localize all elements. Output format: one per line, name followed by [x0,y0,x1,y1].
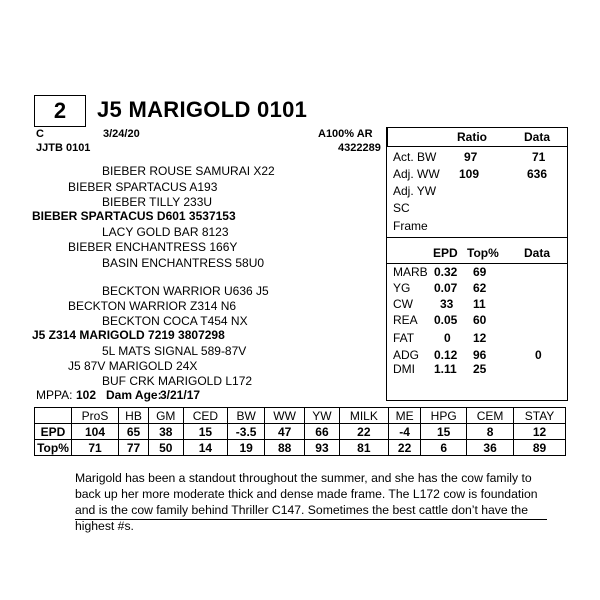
comment-underline [75,519,547,520]
epd-header: EPD [433,246,458,260]
dam-age-value: 3/21/17 [160,388,201,402]
table-cell: 81 [339,440,388,456]
table-row [35,440,566,456]
pedigree-dam-sire-sire: BECKTON WARRIOR U636 J5 [102,284,269,298]
epd-top: 11 [473,297,486,311]
epd-data-header: Data [524,246,551,260]
epd-top: 60 [473,313,487,327]
pedigree-sire-sire: BIEBER SPARTACUS A193 [68,180,218,194]
pedigree-sire: BIEBER SPARTACUS D601 3537153 [32,209,236,223]
epd-row [387,331,567,345]
epd-top: 25 [473,362,487,376]
row-label: EPD [35,424,72,440]
epd-label: REA [393,313,418,327]
epd-value: 0.05 [434,313,458,327]
table-header-cell: BW [228,408,265,424]
table-cell: 14 [183,440,228,456]
table-cell: 50 [148,440,183,456]
epd-row [387,281,567,295]
perf-row [387,150,567,167]
perf-row [387,219,567,236]
table-cell: 88 [265,440,305,456]
perf-label: Adj. YW [393,184,437,198]
animal-name: J5 MARIGOLD 0101 [97,97,308,122]
epd-row [387,297,567,311]
table-cell: 6 [421,440,467,456]
table-header-cell: ProS [72,408,119,424]
epd-table [34,407,566,456]
table-header-cell: CED [183,408,228,424]
table-cell: -3.5 [228,424,265,440]
top-header: Top% [467,246,499,260]
perf-ratio: 109 [459,167,480,181]
epd-value: 33 [440,297,454,311]
data-header: Data [524,130,551,144]
table-header-cell: GM [148,408,183,424]
pedigree-dam-dam: J5 87V MARIGOLD 24X [68,359,198,373]
ratio-header: Ratio [457,130,487,144]
table-cell: 104 [72,424,119,440]
table-cell: 36 [467,440,514,456]
table-cell: 65 [119,424,149,440]
perf-row [387,167,567,184]
table-cell: 22 [339,424,388,440]
table-header-cell: HPG [421,408,467,424]
epd-data: 0 [535,348,542,362]
pedigree-dam-sire-dam: BECKTON COCA T454 NX [102,314,248,328]
table-cell: 19 [228,440,265,456]
comment-text: Marigold has been a standout throughout the summer, and she has the cow family to back up her more moderate thick and dense made frame. The L172 cow is foundation and is the cow family behind Thriller C147. Sometimes the best cattle don’t have the highest #s. [75,471,538,533]
dam-age-label: Dam Age: [106,388,162,402]
epd-value: 0.12 [434,348,458,362]
epd-label: MARB [393,265,428,279]
table-row [35,424,566,440]
perf-label: SC [393,201,410,215]
birth-date: 3/24/20 [103,128,140,140]
epd-value: 1.11 [434,362,457,376]
table-header-cell: ME [388,408,420,424]
perf-data: 636 [527,167,548,181]
table-header-cell: CEM [467,408,514,424]
table-cell: 89 [514,440,566,456]
table-cell: 71 [72,440,119,456]
table-cell: 12 [514,424,566,440]
epd-label: FAT [393,331,415,345]
epd-top: 12 [473,331,487,345]
table-cell: 22 [388,440,420,456]
registration-number: 4322289 [338,142,381,154]
epd-top: 96 [473,348,487,362]
perf-data: 71 [532,150,546,164]
tattoo: JJTB 0101 [36,142,91,154]
table-cell: 66 [305,424,340,440]
mppa-label: MPPA: [36,388,73,402]
perf-row [387,201,567,218]
table-header-cell: YW [305,408,340,424]
perf-ratio: 97 [464,150,478,164]
pedigree-sire-dam-dam: BASIN ENCHANTRESS 58U0 [102,256,265,270]
mppa-value: 102 [76,388,97,402]
table-cell: 47 [265,424,305,440]
table-cell: 93 [305,440,340,456]
epd-label: CW [393,297,413,311]
table-cell: 38 [148,424,183,440]
table-cell: 15 [183,424,228,440]
epd-label: ADG [393,348,420,362]
epd-row [387,348,567,362]
pedigree-sire-sire-dam: BIEBER TILLY 233U [102,195,213,209]
perf-label: Adj. WW [393,167,440,181]
pedigree-dam: J5 Z314 MARIGOLD 7219 3807298 [32,328,225,342]
epd-top: 69 [473,265,487,279]
table-corner [35,408,72,424]
performance-panel [386,127,568,401]
perf-label: Frame [393,219,428,233]
perf-row [387,184,567,201]
table-header-row [35,408,566,424]
pedigree-sire-sire-sire: BIEBER ROUSE SAMURAI X22 [102,164,275,178]
pedigree-dam-dam-sire: 5L MATS SIGNAL 589-87V [102,344,247,358]
table-header-cell: STAY [514,408,566,424]
pedigree-dam-sire: BECKTON WARRIOR Z314 N6 [68,299,237,313]
pedigree-sire-dam: BIEBER ENCHANTRESS 166Y [68,240,238,254]
epd-value: 0 [444,331,451,345]
epd-row [387,313,567,327]
table-header-cell: MILK [339,408,388,424]
sex: C [36,128,44,140]
epd-row [387,362,567,376]
registration-status: A100% AR [318,128,373,140]
perf-label: Act. BW [393,150,437,164]
lot-number: 2 [34,95,86,127]
epd-value: 0.32 [434,265,458,279]
table-header-cell: WW [265,408,305,424]
epd-top: 62 [473,281,487,295]
epd-label: YG [393,281,411,295]
table-header-cell: HB [119,408,149,424]
table-cell: 15 [421,424,467,440]
table-cell: -4 [388,424,420,440]
epd-row [387,265,567,279]
epd-value: 0.07 [434,281,458,295]
pedigree-sire-dam-sire: LACY GOLD BAR 8123 [102,225,229,239]
row-label: Top% [35,440,72,456]
table-cell: 8 [467,424,514,440]
table-cell: 77 [119,440,149,456]
pedigree-dam-dam-dam: BUF CRK MARIGOLD L172 [102,374,253,388]
epd-label: DMI [393,362,415,376]
